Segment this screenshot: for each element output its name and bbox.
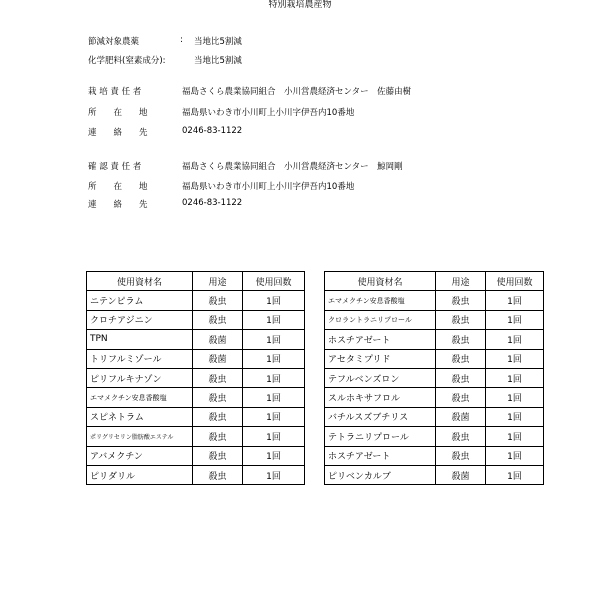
material-name: アバメクチン <box>87 446 193 465</box>
material-count: 1回 <box>486 407 544 426</box>
table-row <box>87 368 305 387</box>
material-count: 1回 <box>243 330 305 349</box>
material-count: 1回 <box>243 310 305 329</box>
material-count: 1回 <box>486 368 544 387</box>
table-row <box>87 446 305 465</box>
material-count: 1回 <box>243 407 305 426</box>
material-name: クロチアジニン <box>87 310 193 329</box>
material-use: 殺虫 <box>193 368 243 387</box>
material-name: ポリグリセリン脂肪酸エステル <box>87 427 193 446</box>
table-row <box>87 349 305 368</box>
table-row <box>87 407 305 426</box>
confirmer-address-value: 福島県いわき市小川町上小川字伊吾内10番地 <box>182 182 355 192</box>
material-count: 1回 <box>486 310 544 329</box>
material-name: バチルスズブチリス <box>325 407 436 426</box>
material-count: 1回 <box>243 446 305 465</box>
cultivator-address-label: 所 在 地 <box>88 108 148 118</box>
pesticide-label: 節減対象農薬 <box>88 37 140 47</box>
material-use: 殺虫 <box>436 427 486 446</box>
table-row <box>325 446 544 465</box>
material-count: 1回 <box>486 465 544 484</box>
table-row <box>87 388 305 407</box>
material-name: ピリフルキナゾン <box>87 368 193 387</box>
table-row <box>325 407 544 426</box>
materials-table-right <box>324 271 544 485</box>
table-row <box>325 330 544 349</box>
material-count: 1回 <box>486 446 544 465</box>
material-count: 1回 <box>243 465 305 484</box>
material-name: TPN <box>87 330 193 349</box>
material-name: テトラニリプロール <box>325 427 436 446</box>
material-name: ピリベンカルブ <box>325 465 436 484</box>
material-count: 1回 <box>243 388 305 407</box>
material-name: スルホキサフロル <box>325 388 436 407</box>
material-name: ホスチアゼート <box>325 330 436 349</box>
material-use: 殺虫 <box>436 310 486 329</box>
pesticide-separator: : <box>180 35 183 45</box>
table-row <box>87 427 305 446</box>
header-material-name: 使用資材名 <box>87 272 193 291</box>
material-name: アセタミプリド <box>325 349 436 368</box>
cultivator-address-value: 福島県いわき市小川町上小川字伊吾内10番地 <box>182 108 355 118</box>
materials-table-left <box>86 271 305 485</box>
material-use: 殺虫 <box>193 427 243 446</box>
material-name: ニテンピラム <box>87 291 193 310</box>
material-count: 1回 <box>486 427 544 446</box>
material-use: 殺菌 <box>193 349 243 368</box>
table-row <box>325 349 544 368</box>
fertilizer-value: 当地比5割減 <box>194 56 242 66</box>
material-use: 殺虫 <box>436 291 486 310</box>
material-use: 殺菌 <box>193 330 243 349</box>
confirmer-role-label: 確 認 責 任 者 <box>88 162 142 172</box>
header-use: 用途 <box>436 272 486 291</box>
table-header-row <box>87 272 305 291</box>
material-use: 殺虫 <box>193 465 243 484</box>
material-use: 殺菌 <box>436 465 486 484</box>
header-material-name: 使用資材名 <box>325 272 436 291</box>
header-count: 使用回数 <box>486 272 544 291</box>
material-use: 殺虫 <box>436 330 486 349</box>
table-row <box>325 310 544 329</box>
material-count: 1回 <box>243 368 305 387</box>
material-use: 殺虫 <box>436 349 486 368</box>
material-name: エマメクチン安息香酸塩 <box>325 291 436 310</box>
material-count: 1回 <box>243 291 305 310</box>
material-name: エマメクチン安息香酸塩 <box>87 388 193 407</box>
table-row <box>325 291 544 310</box>
confirmer-contact-label: 連 絡 先 <box>88 200 148 210</box>
table-row <box>87 291 305 310</box>
material-use: 殺虫 <box>436 388 486 407</box>
material-name: ホスチアゼート <box>325 446 436 465</box>
table-row <box>87 330 305 349</box>
material-count: 1回 <box>243 349 305 368</box>
header-count: 使用回数 <box>243 272 305 291</box>
material-name: テフルベンズロン <box>325 368 436 387</box>
material-name: トリフルミゾール <box>87 349 193 368</box>
pesticide-value: 当地比5割減 <box>194 37 242 47</box>
table-row <box>325 388 544 407</box>
cultivator-role-value: 福島さくら農業協同組合 小川営農経済センター 佐藤由樹 <box>182 87 412 97</box>
material-use: 殺虫 <box>193 310 243 329</box>
cultivator-role-label: 栽 培 責 任 者 <box>88 87 142 97</box>
material-count: 1回 <box>243 427 305 446</box>
confirmer-address-label: 所 在 地 <box>88 182 148 192</box>
material-use: 殺虫 <box>436 446 486 465</box>
table-header-row <box>325 272 544 291</box>
table-row <box>325 427 544 446</box>
material-count: 1回 <box>486 349 544 368</box>
material-name: クロラントラニリプロール <box>325 310 436 329</box>
material-use: 殺虫 <box>193 407 243 426</box>
material-count: 1回 <box>486 388 544 407</box>
table-row <box>87 465 305 484</box>
material-use: 殺虫 <box>193 291 243 310</box>
material-use: 殺虫 <box>193 388 243 407</box>
cultivator-contact-value: 0246-83-1122 <box>182 126 243 136</box>
material-count: 1回 <box>486 291 544 310</box>
cultivator-contact-label: 連 絡 先 <box>88 128 148 138</box>
header-use: 用途 <box>193 272 243 291</box>
material-use: 殺虫 <box>193 446 243 465</box>
material-count: 1回 <box>486 330 544 349</box>
table-row <box>325 368 544 387</box>
confirmer-role-value: 福島さくら農業協同組合 小川営農経済センター 鯨岡剛 <box>182 162 403 172</box>
table-row <box>325 465 544 484</box>
material-use: 殺虫 <box>436 368 486 387</box>
confirmer-contact-value: 0246-83-1122 <box>182 198 243 208</box>
material-use: 殺菌 <box>436 407 486 426</box>
page-title: 特別栽培農産物 <box>268 0 332 10</box>
table-row <box>87 310 305 329</box>
material-name: スピネトラム <box>87 407 193 426</box>
material-name: ピリダリル <box>87 465 193 484</box>
fertilizer-label: 化学肥料(窒素成分): <box>88 56 166 66</box>
